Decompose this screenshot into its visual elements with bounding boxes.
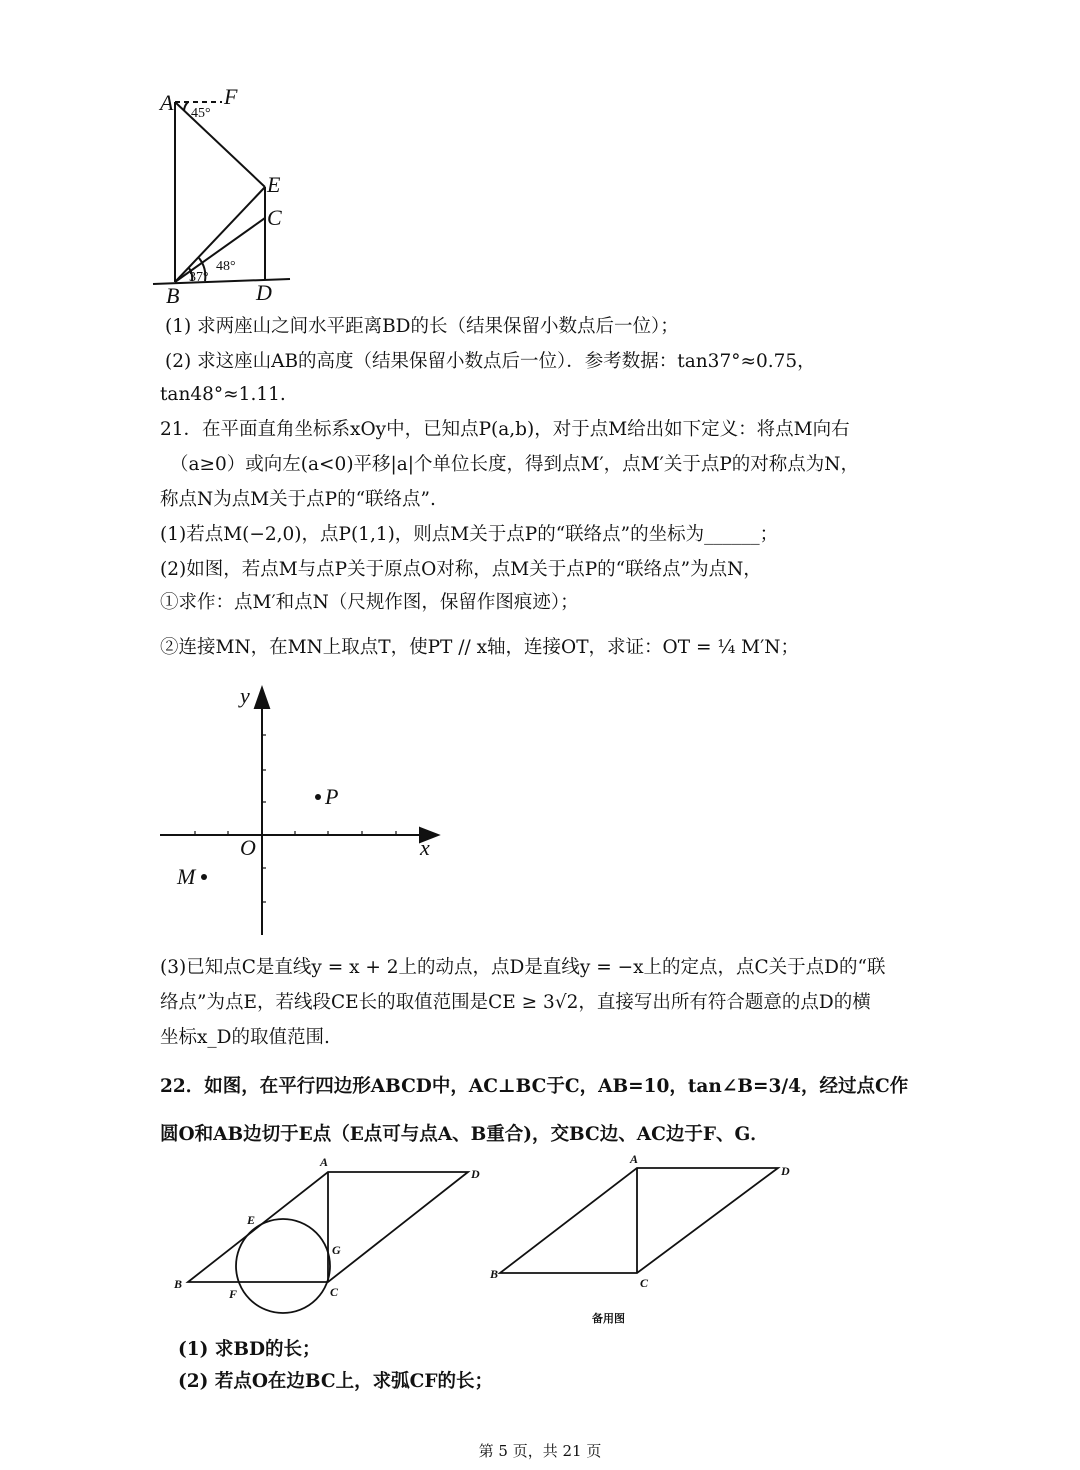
label-P: P	[325, 784, 339, 809]
point-P	[315, 794, 321, 800]
label-F: F	[224, 84, 238, 109]
q22-part1: (1) 求BD的长；	[178, 1339, 321, 1360]
label-A: A	[160, 90, 174, 115]
point-M	[201, 874, 207, 880]
page-footer: 第 5 页，共 21 页	[478, 1442, 602, 1460]
axis-x-label: x	[420, 835, 430, 860]
origin-label: O	[240, 835, 256, 860]
q21-part3-line1: (3)已知点C是直线y = x + 2上的动点，点D是直线y = −x上的定点，点C关于点D的“联	[160, 957, 886, 978]
q21-part1: (1)若点M(−2,0)，点P(1,1)，则点M关于点P的“联络点”的坐标为______；	[160, 524, 779, 545]
q21-part2: (2)如图，若点M与点P关于原点O对称，点M关于点P的“联络点”为点N，	[160, 559, 762, 580]
fig3-label-F: F	[229, 1287, 238, 1301]
fig3-label-A: A	[320, 1155, 329, 1169]
backup-parallelogram-figure	[500, 1168, 778, 1273]
fig4-caption: 备用图	[592, 1313, 625, 1325]
q22-line2: 圆O和AB边切于E点（E点可与点A、B重合)，交BC边、AC边于F、G．	[160, 1124, 769, 1145]
q21-part2b: ②连接MN，在MN上取点T，使PT // x轴，连接OT，求证：OT = ¼ M′N；	[160, 637, 799, 658]
q20-part2-cont: tan48°≈1.11.	[160, 384, 286, 405]
label-D: D	[256, 280, 272, 305]
fig4-label-A: A	[630, 1152, 639, 1166]
fig4-label-D: D	[781, 1164, 790, 1178]
q20-part1: (1) 求两座山之间水平距离BD的长（结果保留小数点后一位）；	[165, 316, 679, 337]
label-M: M	[177, 864, 196, 889]
coordinate-plane	[160, 688, 438, 935]
q21-line3: 称点N为点M关于点P的“联络点”.	[160, 489, 436, 510]
label-C: C	[267, 205, 282, 230]
q21-line1: 21．在平面直角坐标系xOy中，已知点P(a,b)，对于点M给出如下定义：将点M向右	[160, 419, 850, 440]
fig3-label-D: D	[471, 1167, 480, 1181]
angle-45: 45°	[191, 106, 211, 121]
q21-part3-line3: 坐标x_D的取值范围.	[160, 1027, 330, 1048]
fig3-label-B: B	[174, 1277, 183, 1291]
fig4-label-C: C	[640, 1276, 649, 1290]
q21-part3-line2: 络点”为点E，若线段CE长的取值范围是CE ≥ 3√2，直接写出所有符合题意的点D的横	[160, 992, 871, 1013]
fig3-label-G: G	[332, 1243, 341, 1257]
q21-part2a: ①求作：点M′和点N（尺规作图，保留作图痕迹）；	[160, 592, 579, 613]
q22-part2: (2) 若点O在边BC上，求弧CF的长；	[178, 1371, 493, 1392]
fig3-label-C: C	[330, 1285, 339, 1299]
q21-line2: （a≥0）或向左(a<0)平移|a|个单位长度，得到点M′，点M′关于点P的对称点为N，	[170, 454, 859, 475]
axis-y-label: y	[240, 683, 250, 708]
label-E: E	[267, 172, 281, 197]
label-B: B	[166, 283, 180, 308]
fig4-label-B: B	[490, 1267, 499, 1281]
fig3-label-E: E	[247, 1213, 256, 1227]
angle-48: 48°	[216, 259, 236, 274]
q20-part2: (2) 求这座山AB的高度（结果保留小数点后一位）．参考数据：tan37°≈0.75，	[165, 351, 816, 372]
q22-line1: 22．如图，在平行四边形ABCD中，AC⊥BC于C，AB=10，tan∠B=3/4，经过点C作	[160, 1076, 909, 1097]
angle-37: 37°	[189, 270, 209, 285]
